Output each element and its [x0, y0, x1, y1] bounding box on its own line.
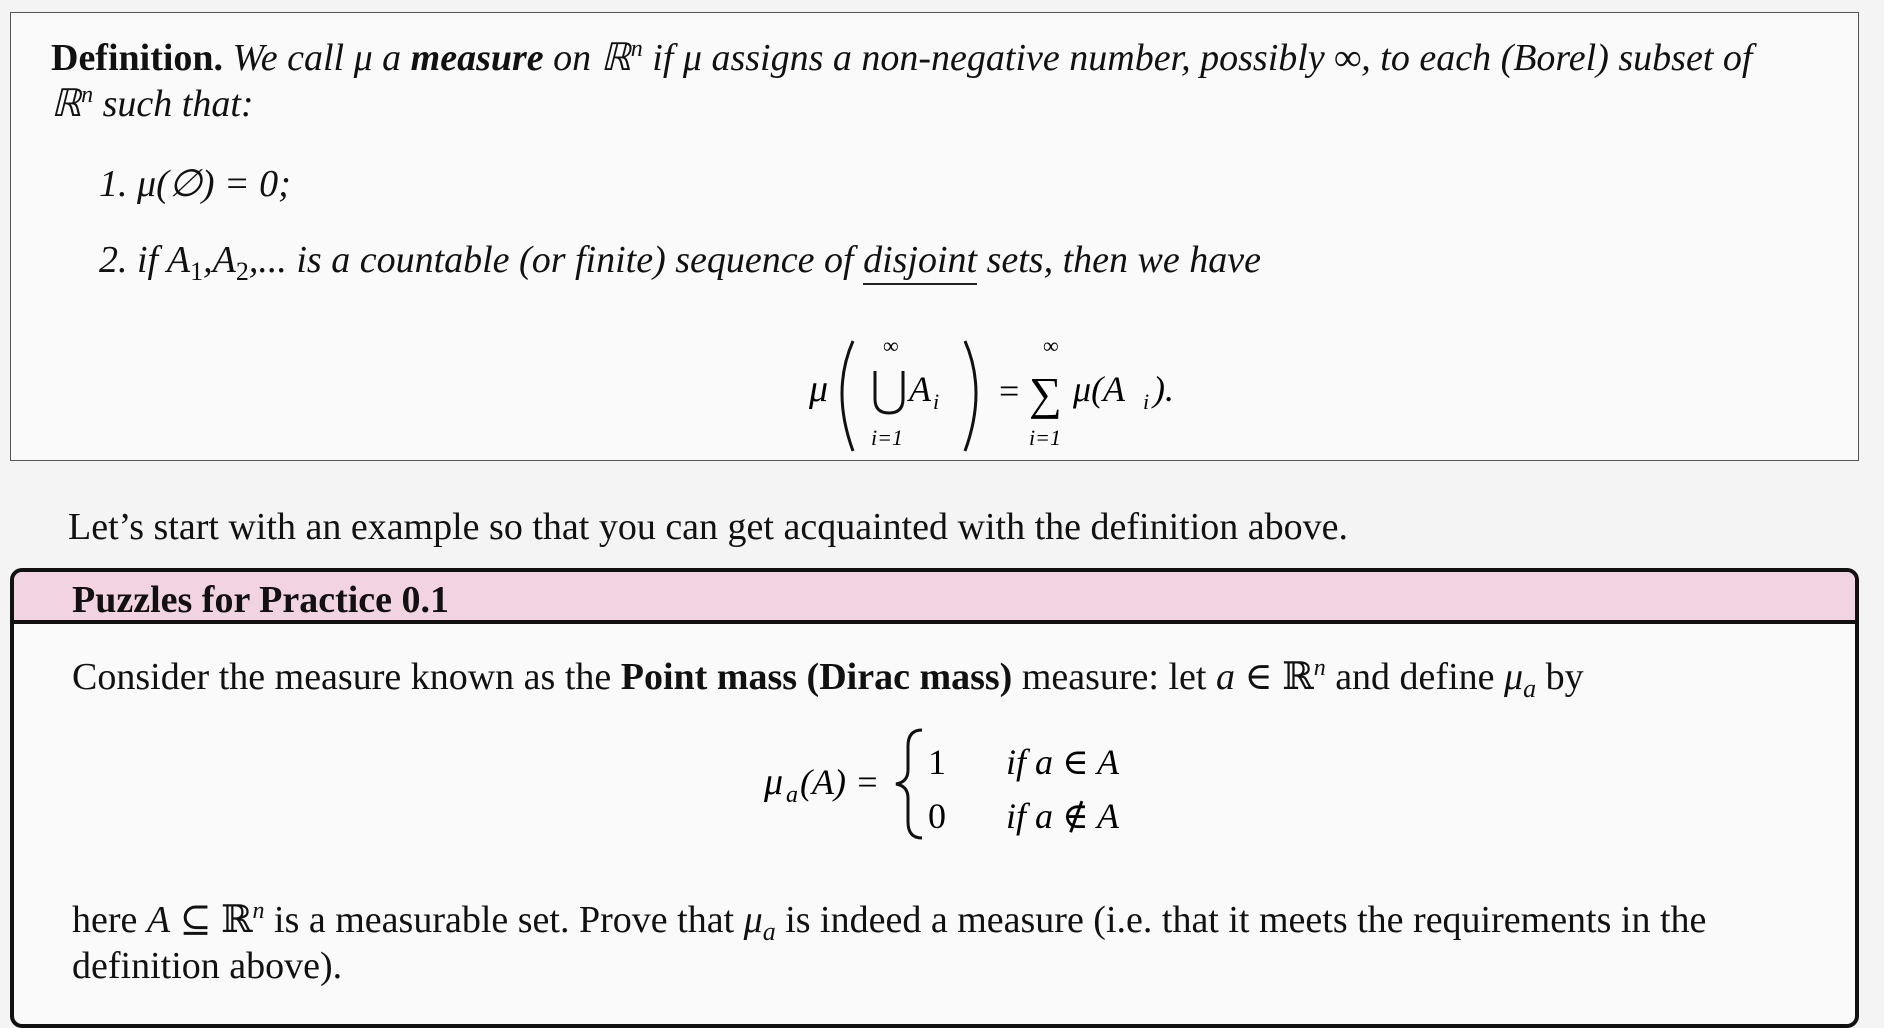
svg-text:i: i: [1143, 389, 1150, 414]
definition-term: measure: [410, 37, 544, 79]
countable-additivity-formula: [781, 321, 1211, 461]
svg-text:i: i: [933, 389, 940, 414]
puzzle-line-3: definition above).: [72, 945, 343, 987]
formula-set: A: [909, 369, 931, 409]
lhs-rest: (A) =: [800, 762, 880, 802]
puzzle-title: Puzzles for Practice 0.1: [72, 579, 450, 621]
right-paren: [965, 341, 976, 451]
definition-item-2: 2. if $A_1,A_2$,... is a countable (or finite) sequence of disjoint sets, then we have: [99, 239, 1261, 286]
case-2-condition: if a ∉ A: [1006, 796, 1119, 836]
union-lower: i=1: [871, 425, 903, 450]
definition-item-1: 1. μ(∅) = 0;: [99, 163, 291, 205]
dirac-mass-term: Point mass (Dirac mass): [620, 656, 1013, 698]
sum-term: μ(A: [1073, 369, 1126, 409]
left-brace: [896, 730, 922, 838]
svg-text:a: a: [786, 782, 798, 808]
big-union-symbol: [875, 371, 903, 413]
left-paren: [842, 341, 853, 451]
puzzle-line-1: Consider the measure known as the Point mass (Dirac mass) measure: let a ∈ ℝ$^n$ and define $\mu_a$ by: [72, 655, 1584, 703]
union-upper: ∞: [883, 333, 899, 358]
definition-line-1: Definition. We call μ a measure on ℝ$^n$ if μ assigns a non-negative number, possibly ∞, to each (Borel) subset of: [51, 36, 1753, 79]
case-2-value: 0: [928, 796, 946, 836]
puzzle-box: [10, 568, 1859, 1028]
sum-upper: ∞: [1043, 333, 1059, 358]
definition-label: Definition.: [51, 37, 224, 79]
puzzle-header: [14, 572, 1855, 624]
case-1-condition: if a ∈ A: [1006, 742, 1119, 782]
sum-symbol: ∑: [1029, 368, 1062, 419]
dirac-measure-formula: [744, 722, 1164, 842]
formula-equals: =: [999, 371, 1020, 411]
formula-mu: μ: [809, 368, 829, 410]
definition-box: [10, 12, 1859, 461]
puzzle-line-2: here A ⊆ ℝ$^n$ is a measurable set. Prove that $\mu_a$ is indeed a measure (i.e. that it meets the requirements in the: [72, 898, 1707, 946]
underlined-disjoint: disjoint: [863, 239, 977, 285]
lhs-mu: μ: [764, 761, 784, 803]
case-1-value: 1: [928, 742, 946, 782]
definition-line-2: ℝ$^n$ such that:: [51, 82, 254, 125]
sum-lower: i=1: [1029, 425, 1061, 450]
svg-text:).: ).: [1153, 369, 1174, 409]
intro-paragraph: Let’s start with an example so that you can get acquainted with the definition above.: [68, 506, 1349, 548]
